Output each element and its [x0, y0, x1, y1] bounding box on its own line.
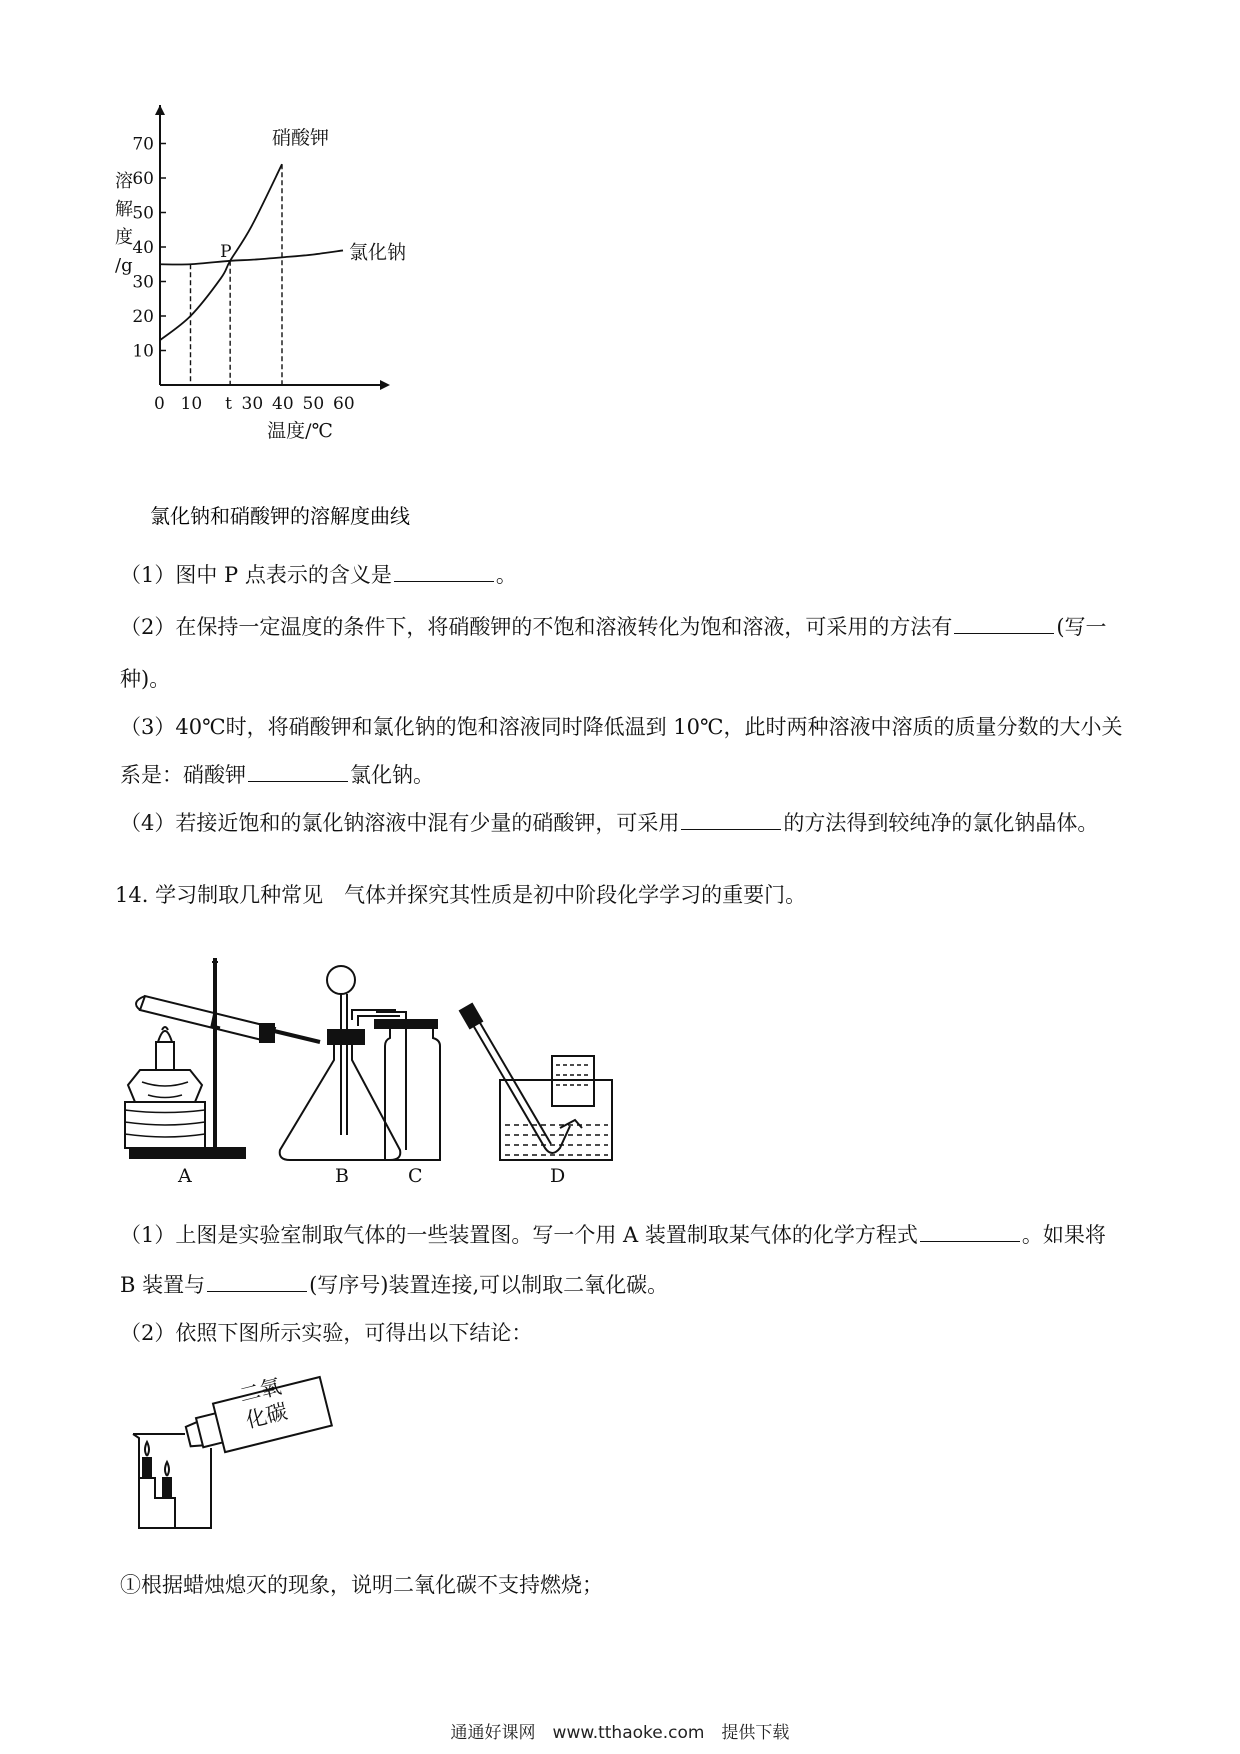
x-tick-label: 40 [272, 394, 294, 414]
x-tick-label: 50 [302, 394, 325, 414]
y-tick-label: 30 [132, 272, 154, 293]
apparatus-d [460, 1004, 612, 1160]
apparatus-b [280, 966, 401, 1160]
chart-plot-area [115, 105, 406, 442]
y-axis-label: 溶 [115, 171, 133, 192]
label-b: B [335, 1165, 349, 1187]
x-tick-label: 0 [154, 394, 165, 414]
x-tick-label: 30 [241, 394, 264, 414]
question-14: 14. 学习制取几种常见 气体并探究其性质是初中阶段化学学习的重要门。 [115, 883, 807, 907]
question-13-1: （1）图中 P 点表示的含义是 。 [120, 563, 517, 587]
x-tick-label: 60 [333, 394, 355, 414]
question-14-2-1: ①根据蜡烛熄灭的现象，说明二氧化碳不支持燃烧； [120, 1573, 603, 1597]
answer-blank[interactable] [681, 809, 781, 830]
bottle-label-line2: 化碳 [243, 1399, 290, 1433]
question-13-3: （3）40℃时，将硝酸钾和氯化钠的饱和溶液同时降低温到 10℃，此时两种溶液中溶质的质量分数的大小关 [120, 715, 1123, 739]
y-axis-arrow [155, 105, 165, 115]
answer-blank[interactable] [248, 761, 348, 782]
label-a: A [178, 1165, 192, 1187]
point-p-label: P [220, 241, 232, 262]
bottle-label-line1: 二氧 [237, 1374, 284, 1408]
chart-title: 氯化钠和硝酸钾的溶解度曲线 [150, 504, 410, 528]
question-13-3-cont: 系是：硝酸钾 氯化钠。 [120, 763, 434, 787]
x-tick-label: 10 [180, 394, 203, 414]
x-axis-label: 温度/℃ [267, 420, 333, 442]
question-14-1: （1）上图是实验室制取气体的一些装置图。写一个用 A 装置制取某气体的化学方程式 。如果将 [120, 1223, 1106, 1247]
answer-blank[interactable] [920, 1221, 1020, 1242]
page-footer: 通通好课网 www.tthaoke.com 提供下载 [450, 1723, 790, 1743]
y-tick-label: 60 [132, 169, 154, 189]
series-label-nacl: 氯化钠 [349, 241, 407, 264]
x-axis-arrow [380, 380, 390, 390]
question-14-1-cont: B 装置与 (写序号)装置连接,可以制取二氧化碳。 [120, 1273, 669, 1297]
y-axis-label: 解 [115, 199, 133, 220]
y-tick-label: 10 [132, 341, 154, 362]
apparatus-c [375, 1012, 440, 1160]
co2-experiment-figure [125, 1358, 355, 1536]
y-axis-label: 度 [115, 227, 133, 248]
answer-blank[interactable] [954, 613, 1054, 634]
question-14-2: （2）依照下图所示实验，可得出以下结论： [120, 1321, 533, 1345]
y-tick-label: 40 [132, 238, 154, 258]
answer-blank[interactable] [207, 1271, 307, 1292]
solubility-chart [115, 105, 475, 535]
question-13-4: （4）若接近饱和的氯化钠溶液中混有少量的硝酸钾，可采用 的方法得到较纯净的氯化钠晶体。 [120, 811, 1099, 835]
series-label-kno3: 硝酸钾 [272, 127, 330, 150]
x-tick-label: t [225, 394, 232, 414]
series-line-nacl [160, 250, 343, 264]
y-tick-label: 50 [132, 203, 154, 224]
label-c: C [408, 1165, 423, 1187]
apparatus-a [125, 958, 320, 1158]
question-13-2-cont: 种)。 [120, 667, 171, 691]
label-d: D [550, 1165, 566, 1187]
y-tick-label: 20 [132, 307, 154, 327]
y-axis-label: /g [115, 255, 133, 276]
y-tick-label: 70 [132, 134, 154, 155]
question-13-2: （2）在保持一定温度的条件下，将硝酸钾的不饱和溶液转化为饱和溶液，可采用的方法有 (写一 [120, 615, 1107, 639]
answer-blank[interactable] [394, 561, 494, 582]
apparatus-figure [120, 950, 700, 1190]
